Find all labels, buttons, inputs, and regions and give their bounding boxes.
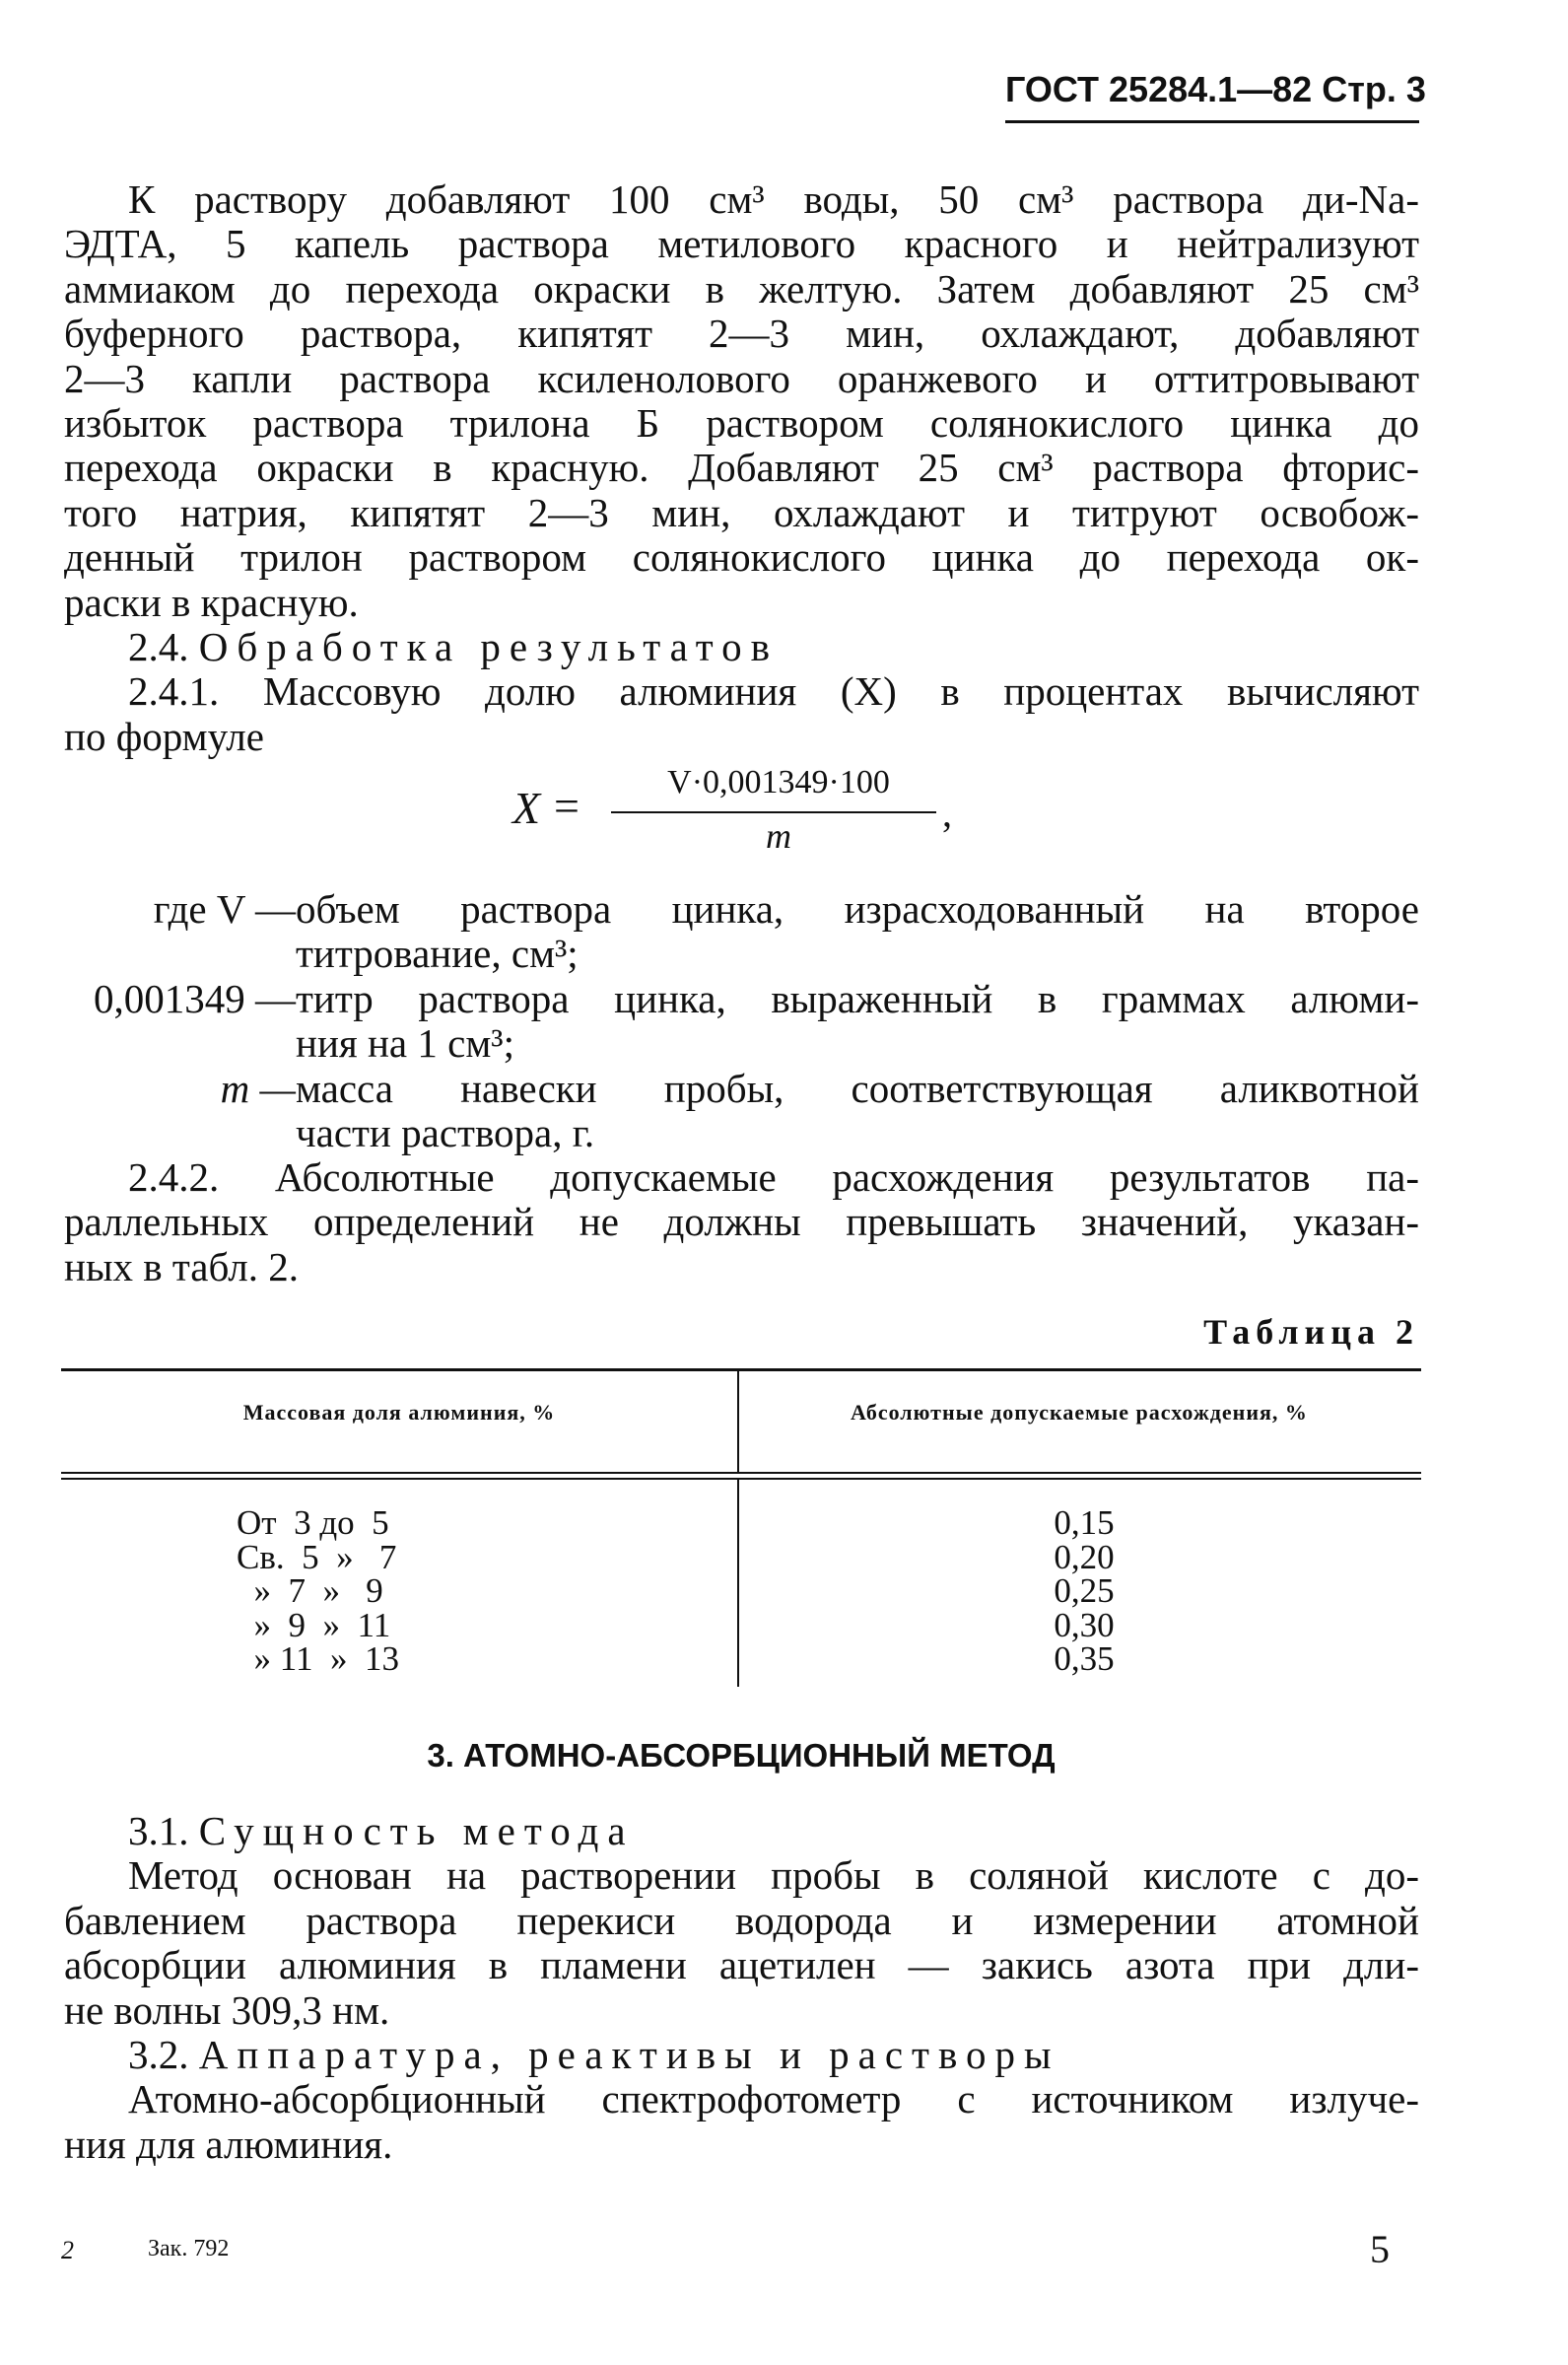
table-header-rule xyxy=(61,1472,1421,1474)
paragraph-titration xyxy=(64,177,1419,759)
section-3-body xyxy=(64,1809,1419,2167)
formula-equals: = xyxy=(554,781,579,831)
text-line: абсорбции алюминия в пламени ацетилен — закись азота при дли- xyxy=(64,1942,1419,1988)
table-body-divider xyxy=(737,1480,739,1687)
table-column-ranges xyxy=(237,1503,532,1678)
definition-text: части раствора, г. xyxy=(296,1109,595,1155)
text-line: ЭДТА, 5 капель раствора метилового красного и нейтрализуют xyxy=(64,221,1419,267)
table-caption: Таблица 2 xyxy=(1203,1312,1419,1352)
table-cell-value: 0,25 xyxy=(1054,1571,1115,1610)
table-cell-value: 0,15 xyxy=(1054,1503,1115,1542)
table-cell-value: 0,30 xyxy=(1054,1605,1115,1644)
text-line: Атомно-абсорбционный спектрофотометр с источником излуче- xyxy=(128,2076,1419,2122)
table-cell-range: Св. 5 » 7 xyxy=(237,1537,397,1576)
section-heading-3-2 xyxy=(64,2033,1419,2077)
table-column-values xyxy=(986,1503,1183,1678)
footer-sheet-number: 2 xyxy=(61,2236,74,2264)
page-header: ГОСТ 25284.1—82 Стр. 3 xyxy=(1005,69,1426,109)
text-line: аммиаком до перехода окраски в желтую. Затем добавляют 25 см³ xyxy=(64,265,1419,312)
text-line: того натрия, кипятят 2—3 мин, охлаждают и титруют освобож- xyxy=(64,489,1419,535)
text-line: перехода окраски в красную. Добавляют 25 см³ раствора фторис- xyxy=(64,445,1419,491)
definition-text: титрование, см³; xyxy=(296,931,579,977)
definition-text: ния на 1 см³; xyxy=(296,1020,514,1067)
section-number: 3.1. xyxy=(128,1808,189,1853)
text-line: бавлением раствора перекиси водорода и измерении атомной xyxy=(64,1897,1419,1943)
text-line: буферного раствора, кипятят 2—3 мин, охлаждают, добавляют xyxy=(64,311,1419,357)
formula xyxy=(512,764,966,863)
formula-comma: , xyxy=(942,791,952,835)
section-3-heading: 3. АТОМНО-АБСОРБЦИОННЫЙ МЕТОД xyxy=(427,1737,1056,1774)
table-cell-range: От 3 до 5 xyxy=(237,1503,389,1542)
text-line: раллельных определений не должны превышать значений, указан- xyxy=(64,1199,1419,1245)
footer-page-number: 5 xyxy=(1370,2227,1390,2271)
text-line: раски в красную. xyxy=(64,579,359,625)
section-title: Аппаратура, реактивы и растворы xyxy=(198,2032,1060,2078)
text-line: 2.4.2. Абсолютные допускаемые расхождения результатов па- xyxy=(128,1154,1419,1200)
text-line: избыток раствора трилона Б раствором солянокислого цинка до xyxy=(64,400,1419,447)
definition-text: титр раствора цинка, выраженный в граммах алюми- xyxy=(296,975,1419,1021)
table-cell-range: » 7 » 9 xyxy=(237,1571,383,1610)
definition-v xyxy=(0,887,1568,932)
section-title: Обработка результатов xyxy=(198,624,780,670)
definition-continuation xyxy=(0,932,1568,976)
footer-order-number: Зак. 792 xyxy=(148,2236,230,2261)
header-rule xyxy=(1005,120,1419,123)
definition-continuation xyxy=(0,1111,1568,1155)
table-top-rule xyxy=(61,1368,1421,1371)
definition-text: объем раствора цинка, израсходованный на второе xyxy=(296,886,1419,932)
definition-titre xyxy=(0,977,1568,1021)
variable-definitions xyxy=(0,887,1568,1155)
text-line: ния для алюминия. xyxy=(64,2121,393,2167)
table-header-rule-double xyxy=(61,1478,1421,1480)
definition-term: 0,001349 — xyxy=(94,975,296,1021)
text-line: Метод основан на растворении пробы в соляной кислоте с до- xyxy=(128,1852,1419,1899)
section-title: Сущность метода xyxy=(198,1808,635,1853)
table-cell-range: » 9 » 11 xyxy=(237,1605,391,1644)
text-line: 2.4.1. Массовую долю алюминия (X) в процентах вычисляют xyxy=(128,668,1419,715)
table-cell-value: 0,35 xyxy=(1054,1639,1115,1678)
table-header-mass-fraction: Массовая доля алюминия, % xyxy=(242,1400,556,1425)
formula-denominator: m xyxy=(766,816,791,856)
paragraph-2-4-2 xyxy=(64,1155,1419,1289)
text-line: 2—3 капли раствора ксиленолового оранжевого и оттитровывают xyxy=(64,355,1419,401)
formula-numerator: V·0,001349·100 xyxy=(667,764,890,800)
formula-lhs: X xyxy=(512,783,541,833)
text-line: ных в табл. 2. xyxy=(64,1243,300,1289)
definition-term: где V — xyxy=(153,886,296,932)
text-line: К раствору добавляют 100 см³ воды, 50 см³ раствора ди-Na- xyxy=(128,176,1419,222)
definition-term: m — xyxy=(220,1065,296,1111)
table-cell-value: 0,20 xyxy=(1054,1537,1115,1576)
definition-continuation xyxy=(0,1021,1568,1066)
table-cell-range: » 11 » 13 xyxy=(237,1639,399,1678)
section-number: 3.2. xyxy=(128,2032,189,2078)
section-heading-2-4 xyxy=(64,625,1419,669)
text-line: по формуле xyxy=(64,713,264,759)
text-line: не волны 309,3 нм. xyxy=(64,1986,390,2033)
definition-text: масса навески пробы, соответствующая аликвотной xyxy=(296,1065,1419,1111)
definition-m xyxy=(0,1067,1568,1111)
text-line: денный трилон раствором солянокислого цинка до перехода ок- xyxy=(64,534,1419,581)
fraction-bar xyxy=(611,811,936,813)
table-header-tolerance: Абсолютные допускаемые расхождения, % xyxy=(851,1400,1308,1425)
section-number: 2.4. xyxy=(128,624,189,670)
section-heading-3-1 xyxy=(64,1809,1419,1853)
